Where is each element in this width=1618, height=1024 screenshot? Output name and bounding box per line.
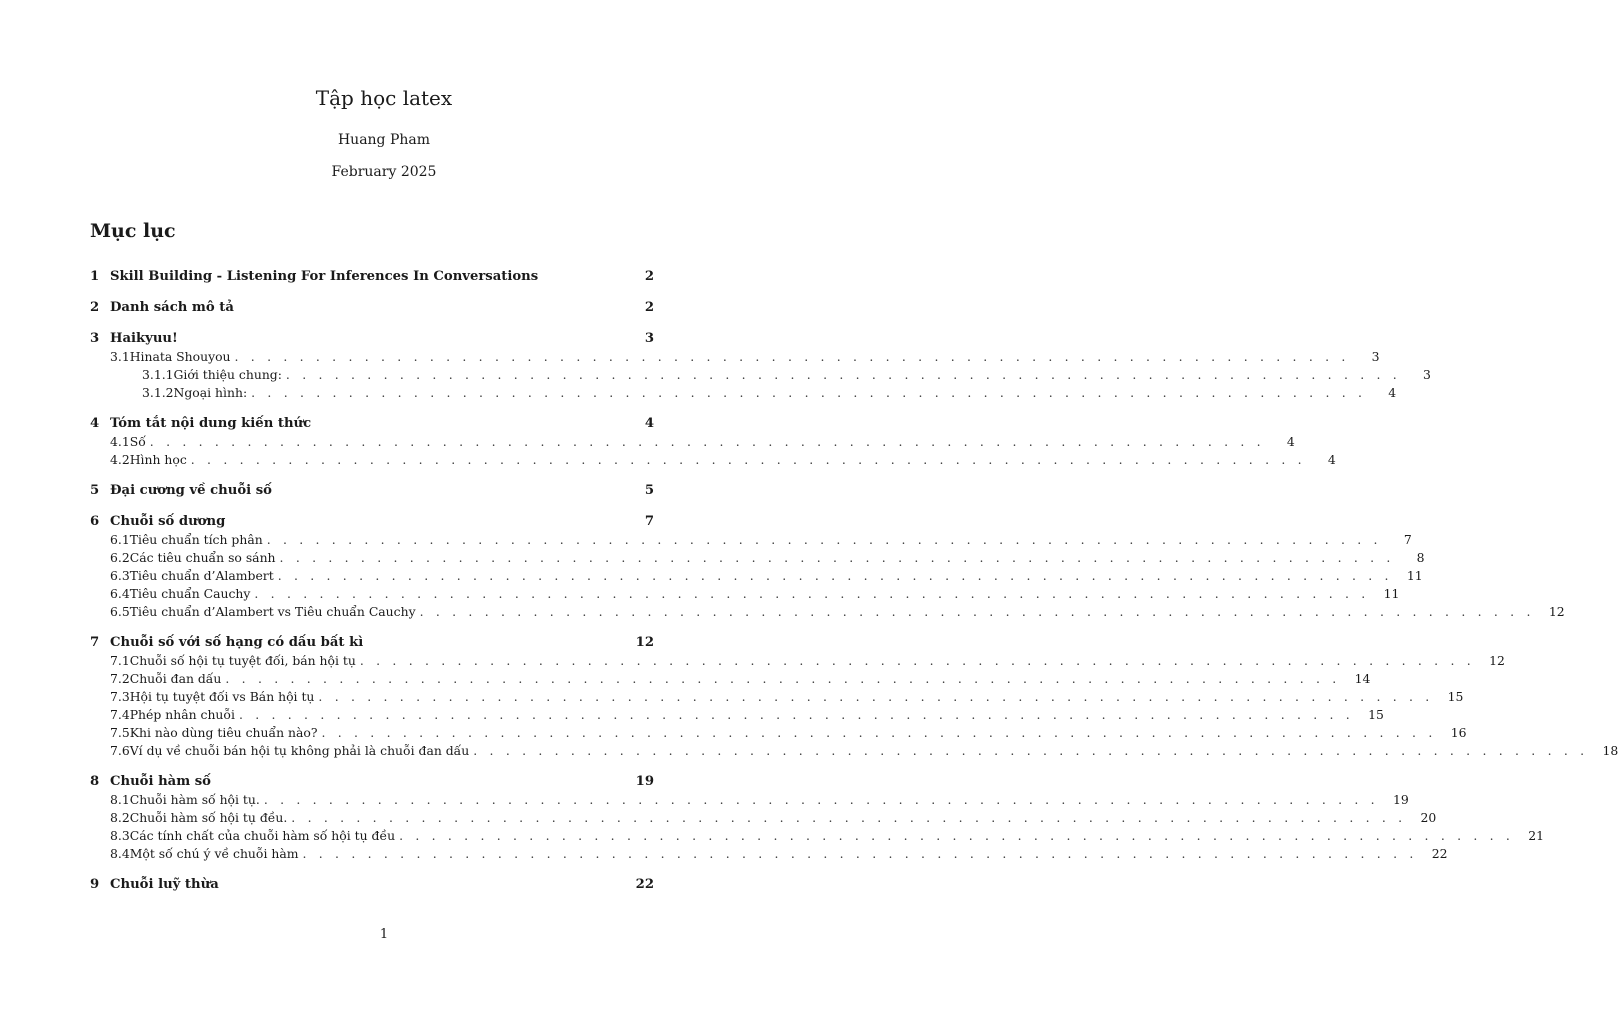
subsection-title: Phép nhân chuỗi [129,707,235,722]
dot-leader: . . . . . . . . . . . . . . . . . . . . . . . . . . . . . . . . . . . . . . . . . . . . . . . . . . . . . . . . . . . . . . . . . . . . . [266,532,1382,547]
section-title: Chuỗi số với số hạng có dấu bất kì [110,635,364,650]
dot-leader: . . . . . . . . . . . . . . . . . . . . . . . . . . . . . . . . . . . . . . . . . . . . . . . . . . . . . . . . . . . . . . . . . . . . . [254,586,1370,601]
subsection-number: 6.1 [110,532,130,547]
subsection-title: Khi nào dùng tiêu chuẩn nào? [129,725,318,740]
subsection-number: 3.1 [110,349,130,364]
subsection-page: 12 [1548,604,1565,619]
toc-subsection[interactable] [90,585,1400,603]
section-title: Chuỗi hàm số [110,774,211,789]
subsection-number: 8.3 [110,828,130,843]
document-date: February 2025 [331,164,437,180]
dot-leader: . . . . . . . . . . . . . . . . . . . . . . . . . . . . . . . . . . . . . . . . . . . . . . . . . . . . . . . . . . . . . . . . . . . . . [238,707,1354,722]
dot-leader: . . . . . . . . . . . . . . . . . . . . . . . . . . . . . . . . . . . . . . . . . . . . . . . . . . . . . . . . . . . . . . . . . . . . . [234,349,1350,364]
subsection-number: 6.2 [110,550,130,565]
section-title: Chuỗi luỹ thừa [110,877,219,892]
subsection-page: 15 [1447,689,1464,704]
toc-subsection[interactable] [90,845,1448,863]
toc-heading: Mục lục [90,220,176,242]
toc-subsection[interactable] [90,433,1295,451]
subsection-page: 21 [1528,828,1545,843]
toc-section[interactable] [90,268,654,286]
subsection-number: 7.5 [110,725,130,740]
section-page: 7 [644,514,654,529]
subsection-page: 14 [1354,671,1371,686]
subsection-title: Các tính chất của chuỗi hàm số hội tụ đều [129,828,396,843]
dot-leader: . . . . . . . . . . . . . . . . . . . . . . . . . . . . . . . . . . . . . . . . . . . . . . . . . . . . . . . . . . . . . . . . . . . . . [321,725,1437,740]
subsection-number: 7.4 [110,707,130,722]
subsection-page: 4 [1327,452,1336,467]
toc-subsection[interactable] [90,827,1545,845]
section-page: 12 [635,635,654,650]
document-title: Tập học latex [315,86,453,110]
subsection-number: 7.6 [110,743,130,758]
toc-subsection[interactable] [90,603,1565,621]
toc-subsection[interactable] [90,791,1409,809]
toc-section[interactable] [90,299,654,317]
section-page: 3 [644,331,654,346]
dot-leader: . . . . . . . . . . . . . . . . . . . . . . . . . . . . . . . . . . . . . . . . . . . . . . . . . . . . . . . . . . . . . . . . . . . . . [263,792,1379,807]
section-number: 9 [90,877,100,892]
subsubsection-number: 3.1.1 [142,367,174,382]
section-number: 8 [90,774,100,789]
subsubsection-page: 4 [1388,385,1397,400]
dot-leader: . . . . . . . . . . . . . . . . . . . . . . . . . . . . . . . . . . . . . . . . . . . . . . . . . . . . . . . . . . . . . . . . . . . . . [225,671,1341,686]
subsubsection-page: 3 [1423,367,1431,382]
subsection-number: 8.4 [110,846,130,861]
section-page: 22 [635,877,654,892]
subsection-title: Tiêu chuẩn d’Alambert [129,568,274,583]
dot-leader: . . . . . . . . . . . . . . . . . . . . . . . . . . . . . . . . . . . . . . . . . . . . . . . . . . . . . . . . . . . . . . . . . . . . . [277,568,1393,583]
subsection-number: 7.3 [110,689,130,704]
toc-subsection[interactable] [90,652,1505,670]
subsection-title: Chuỗi hàm số hội tụ. [129,792,260,807]
toc-subsection[interactable] [90,742,1618,760]
subsection-title: Hội tụ tuyệt đối vs Bán hội tụ [129,689,315,704]
subsection-title: Một số chú ý về chuỗi hàm [129,846,299,861]
subsection-number: 4.1 [110,434,130,449]
section-page: 19 [635,774,654,789]
subsection-number: 7.1 [110,653,130,668]
section-page: 2 [644,300,654,315]
subsection-title: Ví dụ về chuỗi bán hội tụ không phải là chuỗi đan dấu [129,743,470,758]
toc-subsection[interactable] [90,451,1336,469]
subsection-number: 7.2 [110,671,130,686]
subsection-title: Chuỗi đan dấu [129,671,222,686]
dot-leader: . . . . . . . . . . . . . . . . . . . . . . . . . . . . . . . . . . . . . . . . . . . . . . . . . . . . . . . . . . . . . . . . . . . . . [419,604,1535,619]
subsection-title: Tiêu chuẩn tích phân [129,532,263,547]
section-number: 6 [90,514,100,529]
subsection-page: 7 [1403,532,1412,547]
toc-section[interactable] [90,634,654,652]
subsection-page: 22 [1431,846,1448,861]
section-page: 4 [644,416,654,431]
toc-subsection[interactable] [90,706,1384,724]
subsubsection-title: Ngoại hình: [173,385,248,400]
subsection-title: Số [129,434,146,449]
section-page: 5 [644,483,654,498]
toc-subsection[interactable] [90,348,1380,366]
section-title: Tóm tắt nội dung kiến thức [110,416,312,431]
subsection-page: 11 [1406,568,1423,583]
subsection-title: Tiêu chuẩn Cauchy [129,586,251,601]
subsection-page: 12 [1489,653,1505,668]
toc-section[interactable] [90,330,654,348]
subsection-title: Hình học [129,452,187,467]
section-title: Chuỗi số dương [110,514,226,529]
subsection-page: 8 [1416,550,1425,565]
subsection-page: 11 [1383,586,1400,601]
toc-subsubsection[interactable] [90,366,1431,384]
section-title: Haikyuu! [110,331,178,346]
toc-section[interactable] [90,876,654,894]
toc-section[interactable] [90,482,654,500]
toc-section[interactable] [90,415,654,433]
subsection-title: Chuỗi hàm số hội tụ đều. [129,810,288,825]
subsection-page: 16 [1450,725,1467,740]
subsection-number: 8.2 [110,810,130,825]
subsection-page: 20 [1420,810,1437,825]
table-of-contents [90,268,1618,894]
toc-subsection[interactable] [90,567,1423,585]
section-number: 2 [90,300,100,315]
dot-leader: . . . . . . . . . . . . . . . . . . . . . . . . . . . . . . . . . . . . . . . . . . . . . . . . . . . . . . . . . . . . . . . . . . . . . [251,385,1367,400]
dot-leader: . . . . . . . . . . . . . . . . . . . . . . . . . . . . . . . . . . . . . . . . . . . . . . . . . . . . . . . . . . . . . . . . . . . . . [473,743,1589,758]
toc-section[interactable] [90,513,654,531]
page-number: 1 [379,927,389,942]
section-number: 3 [90,331,100,346]
subsection-page: 3 [1371,349,1380,364]
section-number: 5 [90,483,100,498]
subsection-number: 8.1 [110,792,130,807]
subsection-title: Tiêu chuẩn d’Alambert vs Tiêu chuẩn Cauchy [129,604,416,619]
subsubsection-title: Giới thiệu chung: [173,367,282,382]
section-number: 4 [90,416,100,431]
subsection-title: Chuỗi số hội tụ tuyệt đối, bán hội tụ [129,653,356,668]
subsection-number: 6.5 [110,604,130,619]
toc-subsection[interactable] [90,670,1371,688]
subsection-page: 4 [1286,434,1295,449]
dot-leader: . . . . . . . . . . . . . . . . . . . . . . . . . . . . . . . . . . . . . . . . . . . . . . . . . . . . . . . . . . . . . . . . . . . . . [190,452,1306,467]
dot-leader: . . . . . . . . . . . . . . . . . . . . . . . . . . . . . . . . . . . . . . . . . . . . . . . . . . . . . . . . . . . . . . . . . . . . . [399,828,1515,843]
toc-subsubsection[interactable] [90,384,1397,402]
section-number: 1 [90,269,100,284]
subsubsection-number: 3.1.2 [142,385,174,400]
subsection-title: Hinata Shouyou [129,349,231,364]
toc-subsection[interactable] [90,688,1464,706]
document-author: Huang Pham [337,132,431,148]
toc-subsection[interactable] [90,549,1425,567]
section-number: 7 [90,635,100,650]
subsection-page: 19 [1393,792,1409,807]
dot-leader: . . . . . . . . . . . . . . . . . . . . . . . . . . . . . . . . . . . . . . . . . . . . . . . . . . . . . . . . . . . . . . . . . . . . . [318,689,1434,704]
section-title: Skill Building - Listening For Inferences In Conversations [110,269,539,284]
toc-subsection[interactable] [90,724,1467,742]
dot-leader: . . . . . . . . . . . . . . . . . . . . . . . . . . . . . . . . . . . . . . . . . . . . . . . . . . . . . . . . . . . . . . . . . . . . . [279,550,1395,565]
subsection-number: 6.4 [110,586,130,601]
subsection-number: 4.2 [110,452,130,467]
subsection-number: 6.3 [110,568,130,583]
toc-subsection[interactable] [90,531,1412,549]
dot-leader: . . . . . . . . . . . . . . . . . . . . . . . . . . . . . . . . . . . . . . . . . . . . . . . . . . . . . . . . . . . . . . . . . . . . . [285,367,1401,382]
dot-leader: . . . . . . . . . . . . . . . . . . . . . . . . . . . . . . . . . . . . . . . . . . . . . . . . . . . . . . . . . . . . . . . . . . . . . [291,810,1407,825]
section-title: Đại cương về chuỗi số [110,483,272,498]
dot-leader: . . . . . . . . . . . . . . . . . . . . . . . . . . . . . . . . . . . . . . . . . . . . . . . . . . . . . . . . . . . . . . . . . . . . . [302,846,1418,861]
toc-section[interactable] [90,773,654,791]
subsection-page: 18 [1602,743,1618,758]
section-title: Danh sách mô tả [110,300,234,315]
section-page: 2 [644,269,654,284]
toc-subsection[interactable] [90,809,1437,827]
dot-leader: . . . . . . . . . . . . . . . . . . . . . . . . . . . . . . . . . . . . . . . . . . . . . . . . . . . . . . . . . . . . . . . . . . . . . [359,653,1475,668]
subsection-page: 15 [1368,707,1384,722]
dot-leader: . . . . . . . . . . . . . . . . . . . . . . . . . . . . . . . . . . . . . . . . . . . . . . . . . . . . . . . . . . . . . . . . . . . . . [149,434,1265,449]
subsection-title: Các tiêu chuẩn so sánh [129,550,276,565]
